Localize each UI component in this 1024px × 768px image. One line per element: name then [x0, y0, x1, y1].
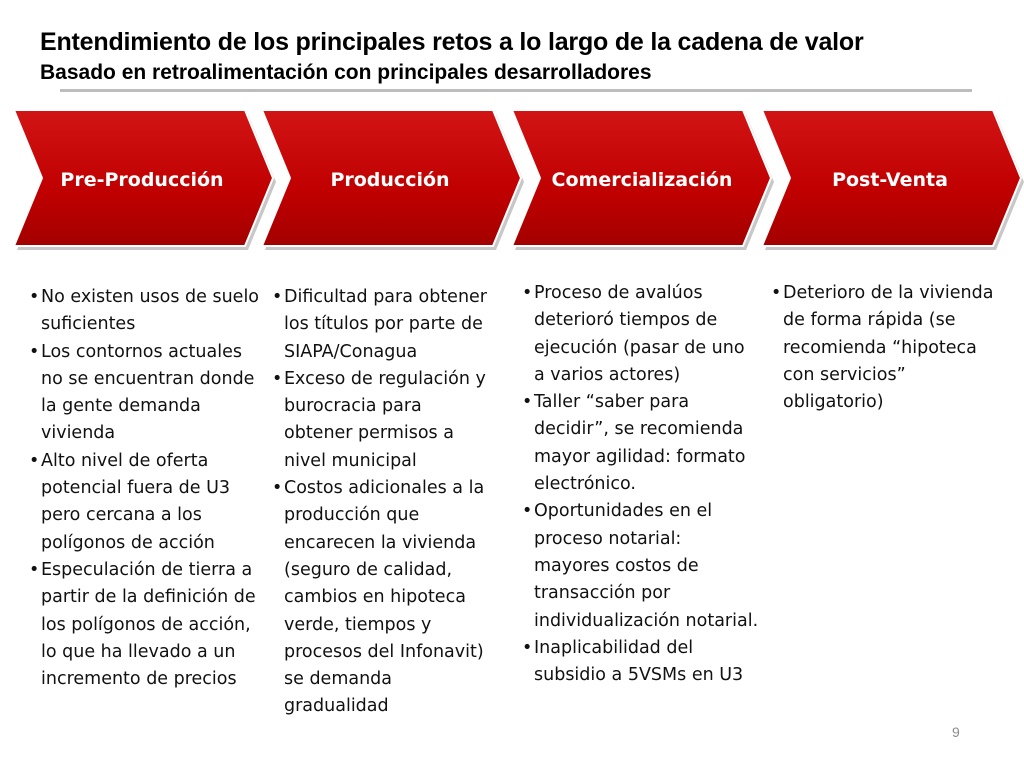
list-item: • Alto nivel de oferta potencial fuera de U3 pero cercana a los polígonos de acción — [29, 448, 261, 557]
list-item: • Inaplicabilidad del subsidio a 5VSMs en U3 — [522, 635, 760, 690]
page-number: 9 — [952, 724, 960, 740]
challenges-list-post-venta — [771, 280, 1011, 416]
list-item: • Especulación de tierra a partir de la definición de los polígonos de acción, lo que ha llevado a un incremento de precios — [29, 557, 261, 693]
challenges-list-produccion — [272, 284, 494, 721]
list-item: • Costos adicionales a la producción que encarecen la vivienda (seguro de calidad, cambios en hipoteca verde, tiempos y procesos del Infonavit) se demanda gradualidad — [272, 475, 494, 721]
list-item: • Exceso de regulación y burocracia para obtener permisos a nivel municipal — [272, 366, 494, 475]
list-item: • Deterioro de la vivienda de forma rápida (se recomienda “hipoteca con servicios” obligatorio) — [771, 280, 1011, 416]
slide-subtitle: Basado en retroalimentación con principales desarrolladores — [40, 61, 652, 84]
list-item: • No existen usos de suelo suficientes — [29, 284, 261, 339]
stage-label-comercializacion: Comercialización — [551, 169, 733, 191]
stage-label-produccion: Producción — [330, 169, 450, 191]
list-item: • Taller “saber para decidir”, se recomienda mayor agilidad: formato electrónico. — [522, 389, 760, 498]
stage-label-post-venta: Post-Venta — [832, 169, 948, 191]
list-item: • Dificultad para obtener los títulos por parte de SIAPA/Conagua — [272, 284, 494, 366]
challenges-list-pre-produccion — [29, 284, 261, 693]
challenges-list-comercializacion — [522, 280, 760, 689]
stage-label-pre-produccion: Pre-Producción — [60, 169, 224, 191]
title-divider — [60, 89, 972, 92]
list-item: • Oportunidades en el proceso notarial: mayores costos de transacción por individualización notarial. — [522, 498, 760, 634]
list-item: • Proceso de avalúos deterioró tiempos de ejecución (pasar de uno a varios actores) — [522, 280, 760, 389]
list-item: • Los contornos actuales no se encuentran donde la gente demanda vivienda — [29, 339, 261, 448]
slide-title: Entendimiento de los principales retos a lo largo de la cadena de valor — [40, 28, 864, 56]
